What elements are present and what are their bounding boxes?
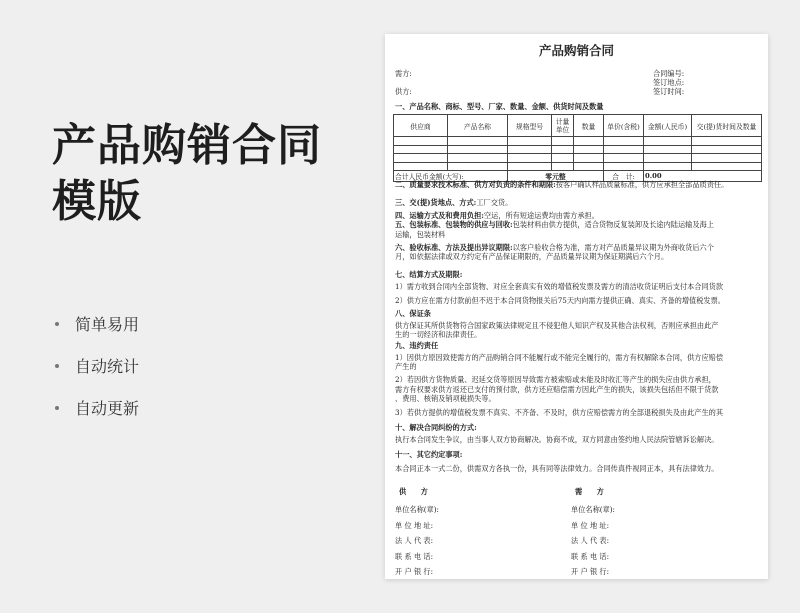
clause-heading: 五、包装标准、包装物的供应与回收: (395, 220, 513, 229)
contract-title: 产品购销合同 (538, 43, 614, 58)
feature-item: 自动统计 (55, 356, 139, 398)
clause-text: 1）因供方原因致使需方的产品购销合同不能履行或不能完全履行的，需方有权解除本合同，供方应赔偿 (395, 353, 724, 362)
total-sum-value: 0.00 (644, 171, 762, 182)
buyer-sign-field: 联 系 电 话: (571, 551, 610, 561)
clause-text: 生的一切经济和法律责任。 (395, 330, 482, 339)
table-row (394, 137, 762, 146)
table-header-cell: 产品名称 (448, 115, 508, 137)
bullet-dot (55, 322, 59, 326)
clause-line (395, 296, 760, 306)
table-row (394, 154, 762, 163)
clause-line (395, 362, 760, 372)
table-header-cell: 数量 (574, 115, 604, 137)
clause-line (395, 230, 760, 240)
table-header-cell: 交(提)货时间及数量 (692, 115, 762, 137)
table-header-cell: 供应商 (394, 115, 448, 137)
clause-text: 供方保证其所供货物符合国家政策法律规定且不侵犯他人知识产权及其他合法权利，否则应承担由此产 (395, 321, 719, 330)
supplier-sign-heading: 供 方 (399, 487, 428, 496)
clause-heading: 十、解决合同纠纷的方式: (395, 423, 477, 432)
table-header-cell: 规格型号 (508, 115, 552, 137)
buyer-sign-heading: 需 方 (575, 487, 604, 496)
clause-text: 本合同正本一式二份，供需双方各执一份，具有同等法律效力。合同传真件视同正本，具有法律效力。 (395, 464, 719, 473)
table-header-cell: 单价(含税) (604, 115, 644, 137)
buyer-sign-field: 开 户 银 行: (571, 567, 610, 576)
clause-line (395, 375, 760, 385)
feature-list (55, 314, 139, 440)
sign-place-label: 签订地点: (653, 78, 685, 87)
clause-line (395, 394, 760, 404)
clause-heading: 七、结算方式及期限: (395, 270, 463, 279)
clause-text: 月，如依据法律或双方约定有产品保证期限的，产品质量异议期为保证期满后六个月。 (395, 252, 669, 261)
clause-line (395, 423, 760, 433)
clause-line (395, 464, 760, 474)
supplier-sign-field: 单位名称(章): (395, 505, 439, 514)
clause-line (395, 220, 760, 230)
buyer-sign-field: 单位名称(章): (571, 505, 615, 514)
clause-line (395, 282, 760, 292)
buyer-sign-field: 单 位 地 址: (571, 520, 610, 530)
section-1-heading: 一、产品名称、商标、型号、厂家、数量、金额、供货时间及数量 (395, 102, 604, 111)
clause-line (395, 252, 760, 262)
clause-line (395, 330, 760, 340)
clause-line (395, 450, 760, 460)
contract-number-label: 合同编号: (653, 69, 685, 78)
clause-heading: 六、验收标准、方法及提出异议期限: (395, 243, 513, 252)
clause-heading: 四、运输方式及和费用负担: (395, 211, 484, 220)
supply-label: 供方: (395, 87, 412, 96)
clause-text: 1）需方收到合同内全部货物、对应全套真实有效的增值税发票及需方的清洁收货证明后支付本合同货款 (395, 282, 724, 291)
bullet-dot (55, 406, 59, 410)
supplier-sign-field: 联 系 电 话: (395, 551, 434, 561)
clause-line (395, 408, 760, 418)
clause-text: 产生的 (395, 362, 417, 371)
clause-heading: 八、保证条 (395, 309, 431, 318)
table-row (394, 162, 762, 171)
clause-line (395, 270, 760, 280)
clause-text: 按客户确认样品质量标准，供方应承担全部品质责任。 (555, 180, 729, 189)
clause-text: 、费用、核销及销项税损失等。 (395, 394, 496, 403)
feature-item: 简单易用 (55, 314, 139, 356)
clause-text: 执行本合同发生争议，由当事人双方协商解决。协商不成，双方同意由签约地人民法院管辖诉讼解决。 (395, 435, 719, 444)
clause-line (395, 435, 760, 445)
sign-time-label: 签订时间: (653, 87, 685, 96)
clause-text: 2）若因供方货物质量、迟延交货等原因导致需方被索赔或未能及时收汇等产生的损失应由供方承担， (395, 375, 716, 384)
supplier-sign-field: 开 户 银 行: (395, 567, 434, 576)
clause-text: 需方有权要求供方返还已支付的预付款，供方还应赔偿需方因此产生的损失，该损失包括但不限于货款 (395, 385, 719, 394)
buyer-sign-field: 法 人 代 表: (571, 536, 610, 545)
supplier-sign-field: 法 人 代 表: (395, 536, 434, 545)
clause-text: 运输，包装材料 (395, 230, 446, 239)
clause-text: 3）若供方提供的增值税发票不真实、不齐备、不及时，供方应赔偿需方的全部退税损失及由此产生的其 (395, 408, 724, 417)
total-amount-words: 零元整 (508, 171, 604, 182)
clause-heading: 九、违约责任 (395, 341, 439, 350)
clause-text: 空运，所有短途运费均由需方承担。 (483, 211, 599, 220)
clause-line (395, 198, 760, 208)
product-table (393, 114, 762, 182)
clause-text: 包装材料由供方提供，适合货物反复装卸及长途内陆运输及海上 (512, 220, 714, 229)
table-row (394, 145, 762, 154)
feature-item: 自动更新 (55, 398, 139, 440)
clause-text: 工厂交货。 (476, 198, 513, 207)
bullet-dot (55, 364, 59, 368)
supplier-sign-field: 单 位 地 址: (395, 520, 434, 530)
clause-text: 以客户验收合格为准，需方对产品质量异议期为外商收货后六个 (512, 243, 714, 252)
clause-line (395, 341, 760, 351)
clause-heading: 十一、其它约定事项: (395, 450, 463, 459)
total-sum-label: 合 计: (604, 171, 644, 182)
clause-text: 2）供方应在需方付款前但不迟于本合同货物报关后75天内向需方提供正确、真实、齐备的增值税发票。 (395, 296, 725, 305)
clause-heading: 三、交(提)货地点、方式: (395, 198, 477, 207)
clause-line (395, 309, 760, 319)
table-header-cell: 计量单位 (552, 115, 574, 137)
template-title: 产品购销合同模版 (52, 120, 322, 227)
clause-line (395, 180, 760, 190)
total-amount-label: 合计人民币金额(大写): (394, 171, 508, 182)
clause-heading: 二、质量要求技术标准、供方对负责的条件和期限: (395, 180, 556, 189)
table-header-row (394, 115, 762, 137)
demand-label: 需方: (395, 69, 412, 78)
table-header-cell: 金额(人民币) (644, 115, 692, 137)
contract-document (385, 34, 768, 579)
